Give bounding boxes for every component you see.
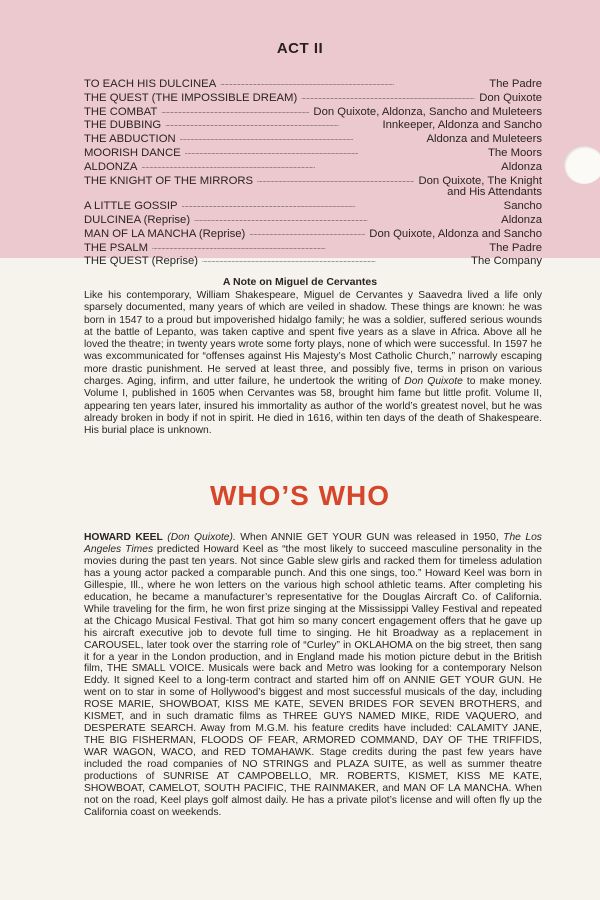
leader-dots — [220, 77, 485, 91]
song-performers: Don Quixote, Aldonza, Sancho and Muleteers — [313, 105, 542, 118]
song-row — [84, 91, 542, 105]
song-row — [84, 132, 542, 146]
song-row — [84, 160, 542, 174]
bio-name: HOWARD KEEL — [84, 532, 163, 543]
song-performers: Innkeeper, Aldonza and Sancho — [382, 119, 542, 132]
song-performers: Don Quixote, Aldonza and Sancho — [369, 227, 542, 240]
whos-who-heading: WHO’S WHO — [209, 480, 391, 511]
song-performers: Aldonza — [501, 213, 542, 226]
newspaper-title: The Los Angeles Times — [84, 532, 542, 555]
song-title: THE COMBAT — [84, 105, 158, 118]
leader-dots — [194, 213, 497, 227]
bio-text: When ANNIE GET YOUR GUN was released in 1950, — [235, 532, 504, 543]
song-title: MOORISH DANCE — [84, 146, 181, 159]
leader-dots — [202, 254, 467, 268]
song-title: THE DUBBING — [84, 119, 162, 132]
song-title: DULCINEA (Reprise) — [84, 213, 191, 226]
song-title: THE KNIGHT OF THE MIRRORS — [84, 174, 254, 187]
leader-dots — [165, 118, 378, 132]
song-performers: The Padre — [489, 241, 542, 254]
song-row — [84, 227, 542, 241]
leader-dots — [257, 174, 414, 188]
leader-dots — [301, 91, 475, 105]
song-title: TO EACH HIS DULCINEA — [84, 78, 217, 90]
note-text: Like his contemporary, William Shakespeare, Miguel de Cervantes y Saavedra lived a life only sparsely documented, many years of which are veiled in shadow. These things are known: he was born in 1547 to a proud but impoverished hidalgo family; he was a soldier, suffered serious wounds at the battle of Lepanto, was taken captive and spent five years as a slave in Africa. Above all he loved the theatre; in twenty years wrote some forty plays, none of which were successful. In 1597 he was excommunicated for “offenses against His Majesty’s Most Catholic Church,” narrowly escaping more drastic punishment. He served at least three, and possibly five, terms in prison on various charges. Aging, infirm, and utter failure, he undertook the writing of — [84, 290, 542, 388]
song-performers: The Moors — [488, 146, 542, 159]
leader-dots — [182, 199, 500, 213]
song-list — [84, 77, 542, 268]
song-performers: Don Quixote, The Knight — [418, 174, 542, 187]
song-row — [84, 105, 542, 119]
song-title: THE QUEST (Reprise) — [84, 255, 199, 268]
bio-role: (Don Quixote). — [167, 532, 236, 543]
leader-dots — [161, 105, 309, 119]
song-performers: The Padre — [489, 78, 542, 90]
act-title: ACT II — [276, 40, 324, 57]
song-title: THE PSALM — [84, 241, 149, 254]
note-text: to make money. Volume I, published in 1605 when Cervantes was 58, brought him fame but little profit. Volume II, appearing ten years later, insured his immortality as author of the world’s greatest novel, but he was already broken in body if not in spirit. He died in 1616, within ten days of the death of Shakespeare. His burial place is unknown. — [84, 376, 542, 437]
song-row — [84, 254, 542, 268]
song-row — [84, 77, 542, 91]
song-performers: Aldonza and Muleteers — [426, 133, 542, 146]
song-performers: Aldonza — [501, 160, 542, 173]
book-title: Don Quixote — [404, 376, 463, 388]
song-row — [84, 146, 542, 160]
song-title: THE QUEST (THE IMPOSSIBLE DREAM) — [84, 91, 298, 104]
song-performers: Don Quixote — [479, 91, 542, 104]
song-row — [84, 241, 542, 255]
bio-paragraph — [84, 532, 542, 819]
song-row — [84, 174, 542, 188]
leader-dots — [185, 146, 484, 160]
song-title: MAN OF LA MANCHA (Reprise) — [84, 227, 246, 240]
song-row — [84, 118, 542, 132]
song-row — [84, 199, 542, 213]
note-body — [84, 290, 542, 438]
note-title: A Note on Miguel de Cervantes — [222, 276, 378, 288]
leader-dots — [180, 132, 423, 146]
leader-dots — [152, 241, 485, 255]
song-title: THE ABDUCTION — [84, 133, 176, 146]
song-title: A LITTLE GOSSIP — [84, 200, 178, 213]
bio-text: predicted Howard Keel as “the most likely to succeed masculine personality in the movies during the past ten years. Not since Gable slew girls and racked them for timeless adulation has a young actor packed a comparable punch. And this one sings, too.” Howard Keel was born in Gillespie, Ill., where he won letters on the various high school athletic teams. After completing his education, he became a manufacturer’s representative for the Douglas Aircraft Co. of California. While traveling for the firm, he won first prize singing at the Mississippi Valley Festival and repeated at the Chicago Musical Festival. That got him so many concert engagement offers that he gave up his aircraft executive job to devote full time to singing. He hit Broadway as a replacement in CAROUSEL, later took over the starring role of “Curley” in OKLAHOMA on the big street, then sang it for a year in the London production, and in England made his motion picture debut in the British film, THE SMALL VOICE. Musicals were back and Metro was looking for a contemporary Nelson Eddy. It signed Keel to a long-term contract and started him off on ANNIE GET YOUR GUN. He went on to star in some of Hollywood’s biggest and most successful musicals of the day, including ROSE MARIE, SHOWBOAT, KISS ME KATE, SEVEN BRIDES FOR SEVEN BROTHERS, and KISMET, and in such dramatic films as THREE GUYS NAMED MIKE, RIDE VAQUERO, and DESPERATE SEARCH. Away from M.G.M. his feature credits have included: CALAMITY JANE, THE BIG FISHERMAN, FLOODS OF FEAR, ARMORED COMMAND, DAY OF THE TRIFFIDS, WAR WAGON, WACO, and RED TOMAHAWK. Stage credits during the past few years have included the road companies of NO STRINGS and PLAZA SUITE, as well as summer theatre productions of SUNRISE AT CAMPOBELLO, MR. ROBERTS, KISMET, KISS ME KATE, SHOWBOAT, CAMELOT, SOUTH PACIFIC, THE RAINMAKER, and MAN OF LA MANCHA. When not on the road, Keel plays golf almost daily. He has a private pilot’s license and will often fly up the California coast on weekends. — [84, 543, 542, 818]
song-performers: The Company — [471, 255, 542, 268]
song-performers: Sancho — [503, 200, 542, 213]
leader-dots — [249, 227, 365, 241]
leader-dots — [141, 160, 497, 174]
song-row — [84, 213, 542, 227]
song-title: ALDONZA — [84, 160, 138, 173]
punch-hole — [564, 146, 600, 184]
song-performers-continued: and His Attendants — [447, 186, 542, 199]
